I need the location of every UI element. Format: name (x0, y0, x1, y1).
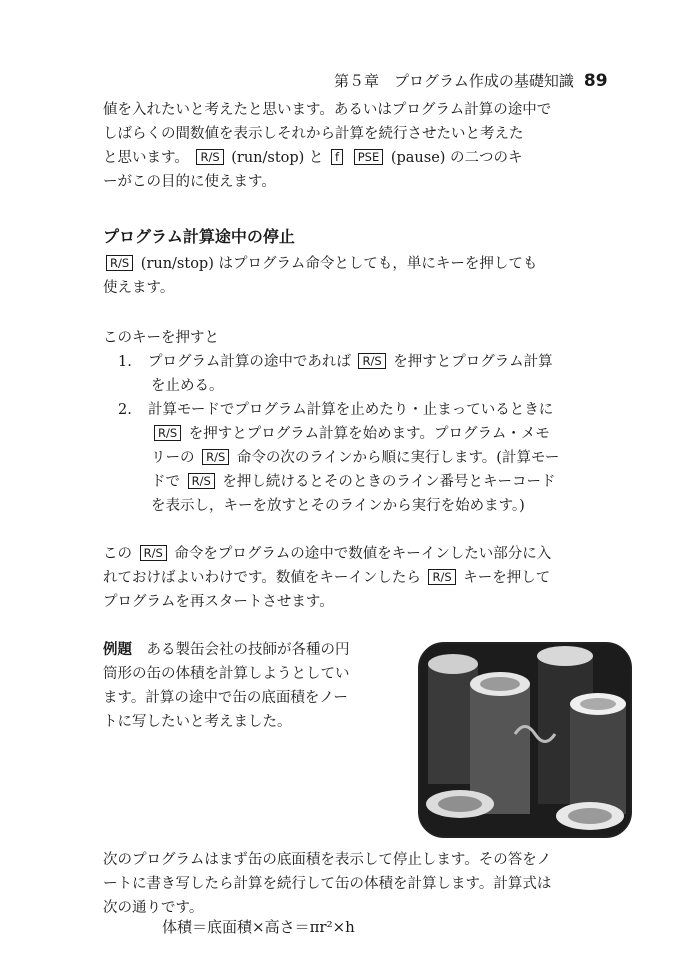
text-line: トに写したいと考えました。 (103, 714, 292, 730)
text-span: と思います。 (103, 150, 189, 166)
text-line: 使えます。 (103, 280, 175, 296)
key-rs: R/S (428, 569, 455, 585)
text-span: (run/stop) と (231, 150, 324, 166)
text-line: 次の通りです。 (103, 900, 204, 916)
key-rs: R/S (188, 473, 215, 489)
text-line (103, 566, 633, 590)
text-span: ある製缶会社の技師が各種の円 (146, 642, 350, 658)
key-rs: R/S (154, 425, 181, 441)
text-span: (pause) の二つのキ (390, 150, 523, 166)
text-line: を表示し，キーを放すとそのラインから実行を始めます。) (151, 498, 525, 514)
example-paragraph (103, 638, 403, 734)
list-number: 2. (118, 402, 132, 418)
text-line: を止める。 (151, 378, 224, 394)
key-rs: R/S (106, 255, 133, 271)
text-span: れておけばよいわけです。数値をキーインしたら (103, 570, 421, 586)
text-line: 値を入れたいと考えたと思います。あるいはプログラム計算の途中で (103, 102, 552, 118)
text-line: ーがこの目的に使えます。 (103, 174, 276, 190)
usage-paragraph (103, 542, 633, 614)
text-line (118, 446, 648, 470)
chapter-title: 第５章 プログラム作成の基礎知識 (334, 72, 574, 90)
page-header (334, 70, 608, 91)
section-heading: プログラム計算途中の停止 (103, 227, 295, 246)
text-span: (run/stop) はプログラム命令としても，単にキーを押しても (140, 256, 538, 272)
cans-illustration (420, 644, 630, 836)
text-line: 次のプログラムはまず缶の底面積を表示して停止します。その答をノ (103, 852, 552, 868)
text-span: この (103, 546, 132, 562)
text-span: キーを押して (463, 570, 551, 586)
text-line (103, 638, 403, 662)
list-item (118, 350, 648, 374)
key-pse: PSE (354, 149, 384, 165)
list-item (118, 398, 648, 422)
page-number: 89 (583, 71, 608, 91)
text-span: を押すとプログラム計算を始めます。プログラム・メモ (188, 426, 550, 442)
text-span: 命令の次のラインから順に実行します。(計算モー (236, 450, 560, 466)
press-list (118, 350, 648, 518)
press-intro: このキーを押すと (103, 330, 219, 346)
text-line (103, 542, 633, 566)
text-line: プログラムを再スタートさせます。 (103, 594, 334, 610)
text-span: を押すとプログラム計算 (393, 354, 553, 370)
text-line (118, 422, 648, 446)
section-paragraph (103, 252, 633, 300)
list-number: 1. (118, 354, 132, 370)
text-span: 計算モードでプログラム計算を止めたり・止まっているときに (148, 402, 554, 418)
text-line: 筒形の缶の体積を計算しようとしてい (103, 666, 350, 682)
text-line: しばらくの間数値を表示しそれから計算を続行させたいと考えた (103, 126, 524, 142)
text-span: を押し続けるとそのときのライン番号とキーコード (222, 474, 556, 490)
key-rs: R/S (140, 545, 167, 561)
cans-photo (418, 642, 632, 838)
closing-paragraph (103, 848, 633, 920)
text-span: リーの (151, 450, 195, 466)
text-line: ます。計算の途中で缶の底面積をノー (103, 690, 348, 706)
key-rs: R/S (196, 149, 223, 165)
text-span: プログラム計算の途中であれば (148, 354, 351, 370)
text-span: ドで (151, 474, 180, 490)
text-line (118, 470, 648, 494)
key-rs: R/S (202, 449, 229, 465)
example-label: 例題 (103, 641, 132, 658)
text-line (103, 252, 633, 276)
volume-formula: 体積＝底面積×高さ＝πr²×h (162, 918, 355, 936)
text-span: 命令をプログラムの途中で数値をキーインしたい部分に入 (174, 546, 552, 562)
text-line (103, 146, 633, 170)
key-f: f (331, 149, 343, 165)
intro-paragraph (103, 98, 633, 194)
key-rs: R/S (358, 353, 385, 369)
text-line: ートに書き写したら計算を続行して缶の体積を計算します。計算式は (103, 876, 552, 892)
